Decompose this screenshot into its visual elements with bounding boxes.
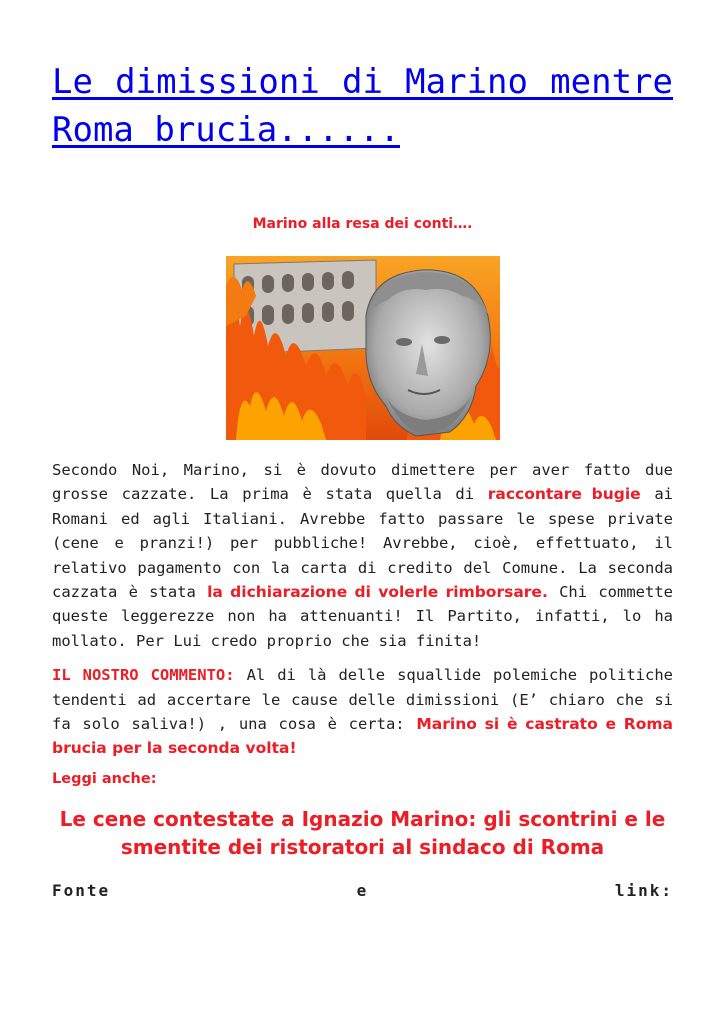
paragraph-1-text-b: ai Romani ed agli Italiani. Avrebbe fatto passare le spese private (cene e pranzi!) per pubbliche! Avrebbe, cioè, effettuato, il relativo pagamento con la carta di credito del Comune. La seconda cazzata è stata <box>52 485 673 602</box>
article-title-link[interactable]: Le dimissioni di Marino mentre Roma brucia...... <box>52 62 673 150</box>
related-article[interactable] <box>52 805 673 861</box>
highlight-dichiarazione: la dichiarazione di volerle rimborsare. <box>207 583 548 602</box>
comment-label: IL NOSTRO COMMENTO: <box>52 666 235 685</box>
leggi-anche-label: Leggi anche: <box>52 770 157 787</box>
highlight-raccontare-bugie: raccontare bugie <box>487 485 641 504</box>
fonte-link-word: link: <box>614 880 673 900</box>
paragraph-1-text-c: Chi commette queste leggerezze non ha attenuanti! Il Partito, infatti, lo ha mollato. Per Lui credo proprio che sia finita! <box>52 583 673 650</box>
paragraph-2-text: Al di là delle squallide polemiche politiche tendenti ad accertare le cause delle dimissioni (E’ chiaro che si fa solo saliva!) , una cosa è certa: <box>52 666 673 734</box>
highlight-conclusion: Marino si è castrato e Roma brucia per la seconda volta! <box>52 715 673 758</box>
paragraph-2 <box>52 663 673 761</box>
fonte-line <box>52 881 673 900</box>
article <box>52 58 673 900</box>
nero-bust-colosseum-fire-icon <box>226 256 500 440</box>
article-title[interactable] <box>52 58 673 154</box>
article-subtitle: Marino alla resa dei conti…. <box>252 216 473 232</box>
fonte-e-word: e <box>356 880 369 900</box>
article-body <box>52 458 673 761</box>
article-image <box>226 256 500 440</box>
fonte-word: Fonte <box>52 880 111 900</box>
paragraph-1-text-a: Secondo Noi, Marino, si è dovuto dimettere per aver fatto due grosse cazzate. La prima è stata quella di <box>52 461 673 504</box>
paragraph-1 <box>52 458 673 653</box>
related-article-link[interactable]: Le cene contestate a Ignazio Marino: gli scontrini e le smentite dei ristoratori al sindaco di Roma <box>59 806 666 859</box>
